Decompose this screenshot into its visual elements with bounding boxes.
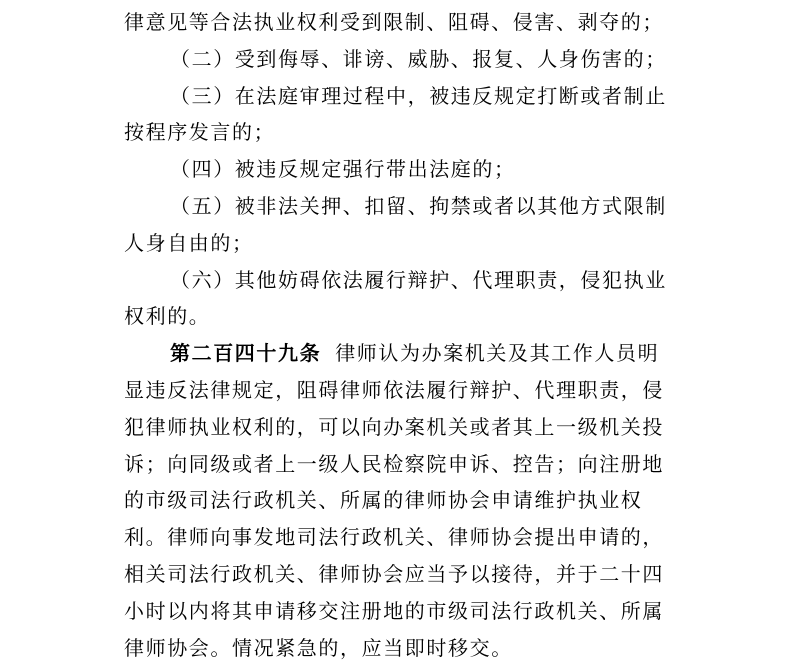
text-line: （六）其他妨碍依法履行辩护、代理职责，侵犯执业 xyxy=(170,267,667,292)
text-line: 小时以内将其申请移交注册地的市级司法行政机关、所属 xyxy=(124,598,664,623)
text-line: 律意见等合法执业权利受到限制、阻碍、侵害、剥夺的； xyxy=(124,10,664,34)
text-line: 人身自由的； xyxy=(124,230,254,255)
text-line: 权利的。 xyxy=(124,304,211,329)
text-line: （二）受到侮辱、诽谤、威胁、报复、人身伤害的； xyxy=(170,46,667,71)
text-line: 相关司法行政机关、律师协会应当予以接待，并于二十四 xyxy=(124,561,664,586)
text-line: 律师协会。情况紧急的，应当即时移交。 xyxy=(124,635,513,660)
article-first-line xyxy=(124,335,680,372)
text-line: 的市级司法行政机关、所属的律师协会申请维护执业权 xyxy=(124,488,643,513)
text-line: 律师认为办案机关及其工作人员明 xyxy=(335,341,660,366)
article-heading: 第二百四十九条 xyxy=(170,341,322,366)
article-text xyxy=(124,4,680,666)
text-line: 利。律师向事发地司法行政机关、律师协会提出申请的， xyxy=(124,525,664,550)
text-line: 犯律师执业权利的，可以向办案机关或者其上一级机关投 xyxy=(124,414,664,439)
text-line: （三）在法庭审理过程中，被违反规定打断或者制止 xyxy=(170,83,667,108)
text-line: 显违反法律规定，阻碍律师依法履行辩护、代理职责，侵 xyxy=(124,377,664,402)
text-line: 诉；向同级或者上一级人民检察院申诉、控告；向注册地 xyxy=(124,451,664,476)
text-line: 按程序发言的； xyxy=(124,120,276,145)
text-line: （五）被非法关押、扣留、拘禁或者以其他方式限制 xyxy=(170,193,667,218)
text-line: （四）被违反规定强行带出法庭的； xyxy=(170,157,516,182)
